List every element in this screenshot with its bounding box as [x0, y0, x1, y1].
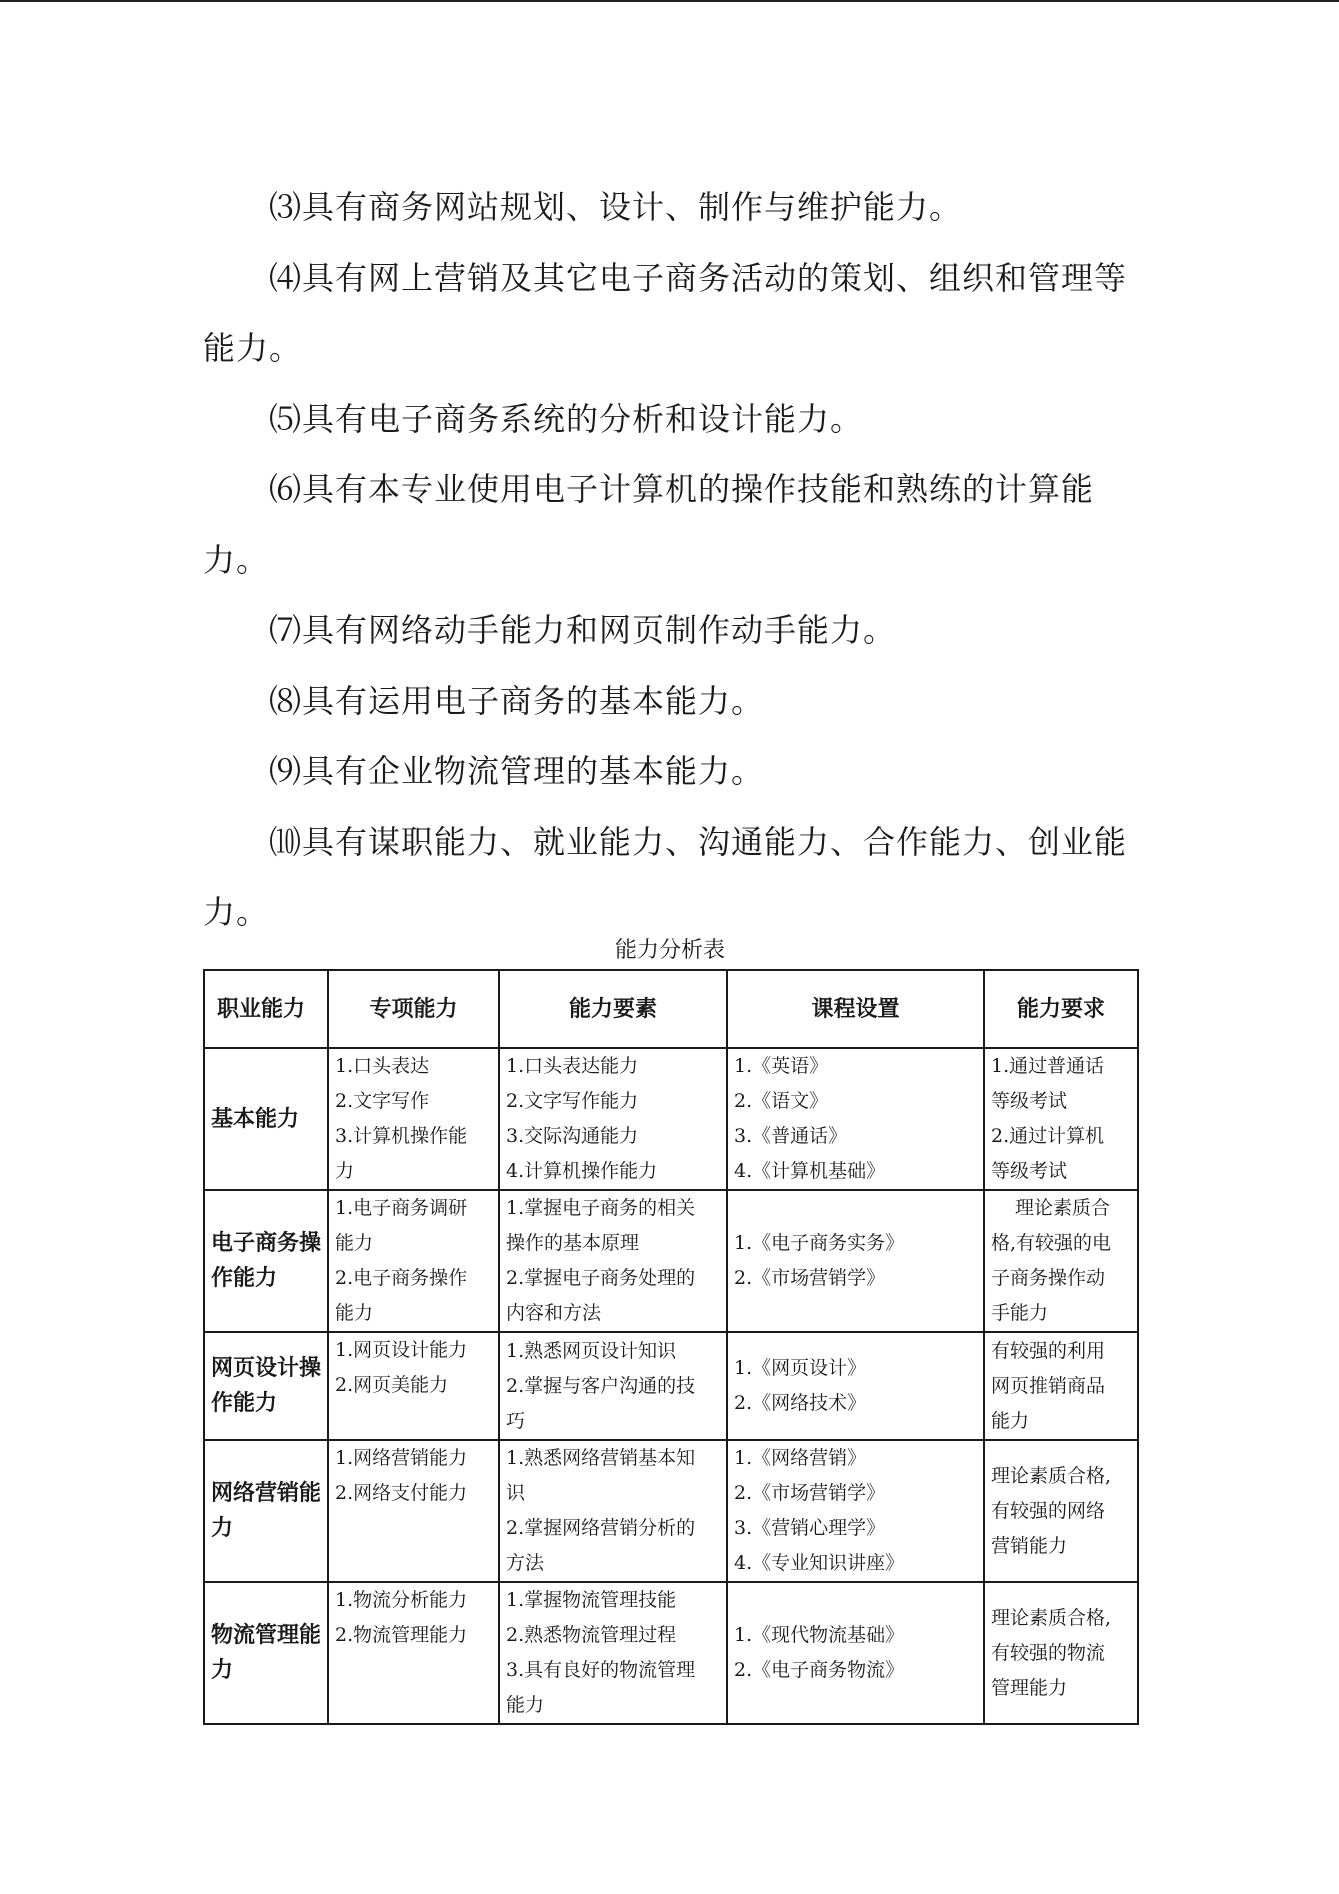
cell-line: 识	[506, 1482, 526, 1504]
requirements-cell	[984, 1190, 1138, 1332]
cell-line: 力	[335, 1160, 355, 1182]
cell-line: 理论素质合格,	[991, 1606, 1112, 1629]
courses-cell	[727, 1048, 984, 1190]
row-name	[204, 1190, 328, 1332]
header-special-ability: 专项能力	[328, 970, 499, 1048]
courses-cell	[727, 1582, 984, 1724]
cell-line: 1.电子商务调研	[335, 1197, 468, 1219]
cell-line: 2.掌握网络营销分析的	[506, 1517, 696, 1539]
table-row	[204, 1582, 1138, 1724]
row-name	[204, 1332, 328, 1440]
table-header-row	[204, 970, 1138, 1048]
cell-line: 2.文字写作能力	[506, 1090, 639, 1112]
cell-line: 等级考试	[991, 1090, 1068, 1112]
cell-line: 1.熟悉网页设计知识	[506, 1339, 677, 1362]
cell-line: 操作的基本原理	[506, 1232, 640, 1254]
cell-line: 2.《网络技术》	[734, 1392, 867, 1414]
ability-list	[203, 172, 1137, 948]
elements-cell	[499, 1582, 727, 1724]
cell-line: 2.《市场营销学》	[734, 1482, 886, 1504]
header-requirements: 能力要求	[984, 970, 1138, 1048]
courses-cell	[727, 1332, 984, 1440]
special-cell	[328, 1190, 499, 1332]
cell-line: 1.网络营销能力	[335, 1447, 468, 1469]
table-row	[204, 1332, 1138, 1440]
cell-line: 4.《计算机基础》	[734, 1160, 886, 1182]
cell-line: 4.《专业知识讲座》	[734, 1552, 905, 1574]
courses-cell	[727, 1190, 984, 1332]
cell-line: 有较强的利用	[991, 1339, 1106, 1362]
cell-line: 有较强的物流	[991, 1641, 1106, 1664]
cell-line: 1.掌握电子商务的相关	[506, 1197, 696, 1219]
special-cell	[328, 1440, 499, 1582]
elements-cell	[499, 1332, 727, 1440]
cell-line: 2.《语文》	[734, 1090, 829, 1112]
paragraph-8: ⑻具有运用电子商务的基本能力。	[269, 681, 765, 720]
header-career-ability: 职业能力	[204, 970, 328, 1048]
cell-line: 能力	[991, 1409, 1030, 1432]
cell-line: 管理能力	[991, 1676, 1068, 1699]
cell-line: 2.物流管理能力	[335, 1624, 468, 1646]
table-row	[204, 1440, 1138, 1582]
cell-line: 方法	[506, 1552, 545, 1574]
courses-cell	[727, 1440, 984, 1582]
cell-line: 2.电子商务操作	[335, 1267, 468, 1289]
cell-line: 3.具有良好的物流管理	[506, 1659, 696, 1681]
cell-line: 2.《电子商务物流》	[734, 1659, 905, 1681]
elements-cell	[499, 1048, 727, 1190]
cell-line: 2.网络支付能力	[335, 1482, 468, 1504]
paragraph-4: ⑷具有网上营销及其它电子商务活动的策划、组织和管理等能力。	[203, 258, 1128, 367]
row-name-text: 基本能力	[211, 1106, 300, 1132]
cell-line: 2.《市场营销学》	[734, 1267, 886, 1289]
cell-line: 理论素质合	[1015, 1197, 1111, 1219]
row-name	[204, 1440, 328, 1582]
elements-cell	[499, 1190, 727, 1332]
cell-line: 3.交际沟通能力	[506, 1125, 639, 1147]
cell-line: 1.通过普通话	[991, 1055, 1105, 1077]
cell-line: 1.物流分析能力	[335, 1589, 468, 1611]
row-name-text: 电子商务操作能力	[211, 1231, 322, 1291]
cell-line: 1.口头表达	[335, 1055, 430, 1077]
cell-line: 理论素质合格,	[991, 1464, 1112, 1487]
cell-line: 1.《英语》	[734, 1055, 829, 1077]
cell-line: 能力	[335, 1232, 374, 1254]
header-courses: 课程设置	[727, 970, 984, 1048]
cell-line: 格,有较强的电	[991, 1232, 1112, 1254]
row-name-text: 网络营销能力	[211, 1481, 322, 1541]
row-name-text: 网页设计操作能力	[211, 1356, 322, 1416]
cell-line: 2.通过计算机	[991, 1125, 1105, 1147]
cell-line: 1.口头表达能力	[506, 1055, 639, 1077]
cell-line: 4.计算机操作能力	[506, 1160, 658, 1182]
cell-line: 2.文字写作	[335, 1090, 430, 1112]
cell-line: 1.掌握物流管理技能	[506, 1589, 677, 1611]
cell-line: 内容和方法	[506, 1302, 602, 1324]
cell-line: 3.《普通话》	[734, 1125, 848, 1147]
cell-line: 有较强的网络	[991, 1499, 1106, 1522]
cell-line: 能力	[506, 1694, 545, 1716]
cell-line: 1.《网页设计》	[734, 1357, 867, 1379]
page-top-rule	[0, 0, 1339, 2]
table-caption: 能力分析表	[614, 938, 725, 963]
paragraph-10: ⑽具有谋职能力、就业能力、沟通能力、合作能力、创业能力。	[203, 822, 1128, 931]
paragraph-6: ⑹具有本专业使用电子计算机的操作技能和熟练的计算能力。	[203, 470, 1095, 579]
elements-cell	[499, 1440, 727, 1582]
paragraph-9: ⑼具有企业物流管理的基本能力。	[269, 752, 765, 790]
cell-line: 1.《现代物流基础》	[734, 1624, 905, 1646]
cell-line: 2.熟悉物流管理过程	[506, 1624, 677, 1646]
paragraph-5: ⑸具有电子商务系统的分析和设计能力。	[269, 399, 864, 438]
header-ability-elements: 能力要素	[499, 970, 727, 1048]
special-cell	[328, 1048, 499, 1190]
row-name-text: 物流管理能力	[211, 1623, 322, 1683]
cell-line: 1.《电子商务实务》	[734, 1232, 905, 1254]
table-row	[204, 1190, 1138, 1332]
paragraph-3: ⑶具有商务网站规划、设计、制作与维护能力。	[269, 188, 963, 226]
requirements-cell	[984, 1048, 1138, 1190]
cell-line: 巧	[506, 1409, 526, 1432]
row-name	[204, 1048, 328, 1190]
special-cell	[328, 1582, 499, 1724]
cell-line: 子商务操作动	[991, 1267, 1106, 1289]
cell-line: 1.熟悉网络营销基本知	[506, 1447, 696, 1469]
cell-line: 3.《营销心理学》	[734, 1517, 886, 1539]
ability-analysis-table	[203, 969, 1139, 1725]
cell-line: 2.掌握电子商务处理的	[506, 1267, 696, 1289]
table-row	[204, 1048, 1138, 1190]
row-name	[204, 1582, 328, 1724]
cell-line: 2.网页美能力	[335, 1374, 449, 1396]
cell-line: 手能力	[991, 1302, 1049, 1324]
requirements-cell	[984, 1582, 1138, 1724]
cell-line: 营销能力	[991, 1534, 1068, 1557]
cell-line: 1.《网络营销》	[734, 1447, 867, 1469]
cell-line: 能力	[335, 1302, 374, 1324]
requirements-cell	[984, 1332, 1138, 1440]
cell-line: 网页推销商品	[991, 1374, 1106, 1397]
cell-line: 1.网页设计能力	[335, 1339, 468, 1361]
special-cell	[328, 1332, 499, 1440]
cell-line: 等级考试	[991, 1160, 1068, 1182]
requirements-cell	[984, 1440, 1138, 1582]
paragraph-7: ⑺具有网络动手能力和网页制作动手能力。	[269, 611, 897, 649]
cell-line: 3.计算机操作能	[335, 1125, 468, 1147]
cell-line: 2.掌握与客户沟通的技	[506, 1374, 696, 1397]
